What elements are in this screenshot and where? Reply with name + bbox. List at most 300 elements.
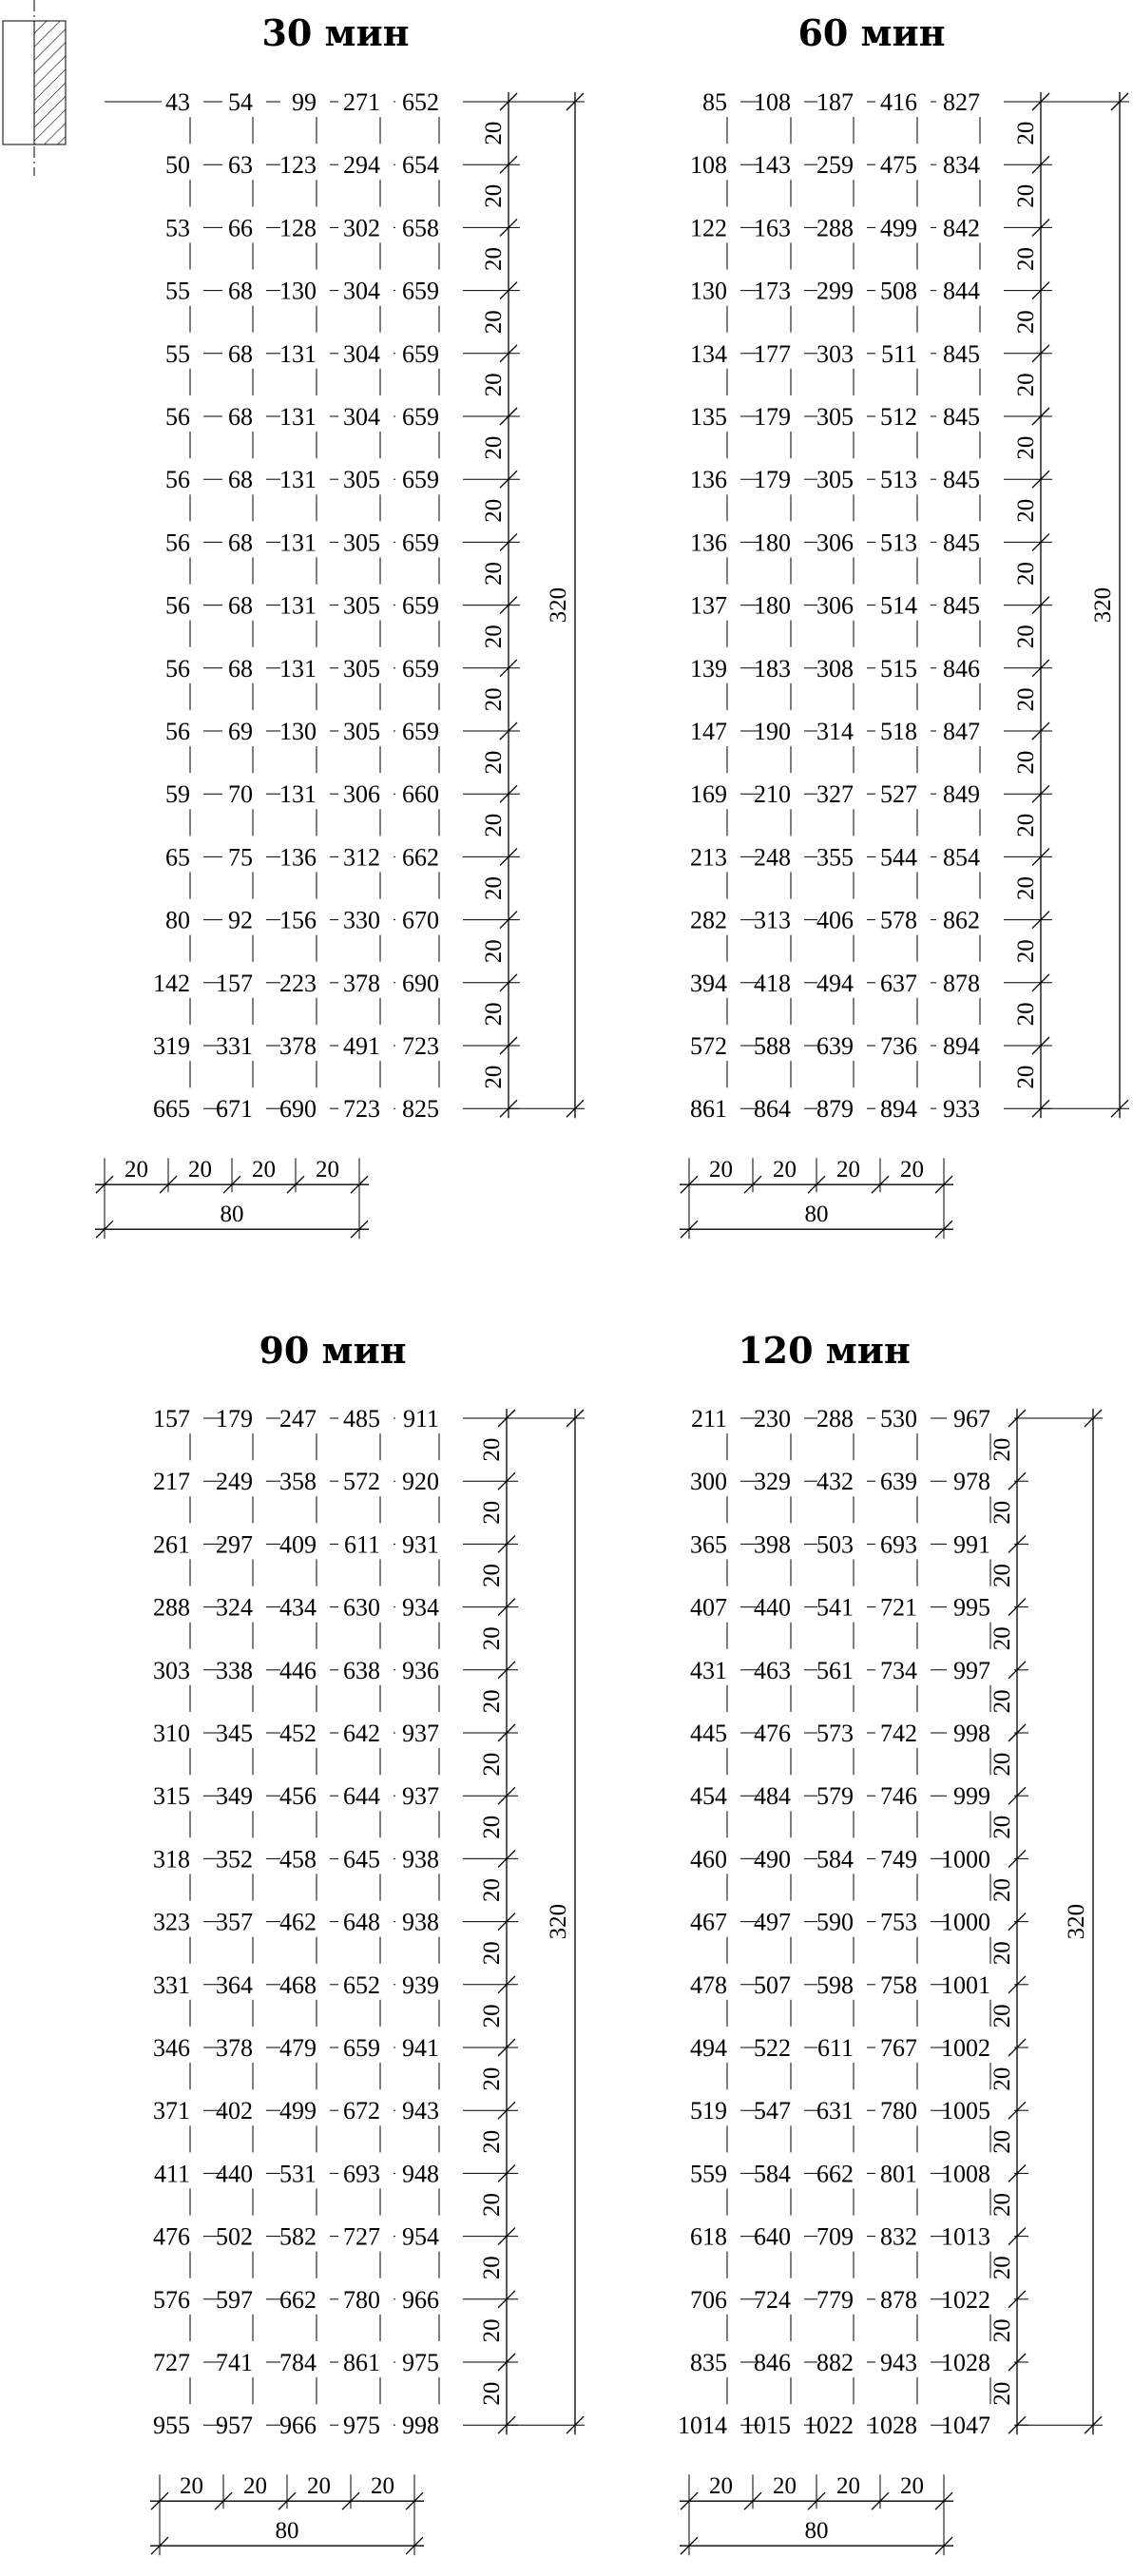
temperature-value: 741 [216, 2349, 253, 2376]
temperature-value: 693 [343, 2160, 380, 2188]
temperature-value: 513 [880, 466, 917, 494]
row-spacing-label: 20 [481, 1002, 507, 1027]
temperature-value: 463 [754, 1656, 791, 1684]
temperature-value: 248 [754, 843, 791, 872]
temperature-value: 652 [402, 88, 439, 116]
temperature-value: 180 [754, 529, 791, 557]
temperature-value: 531 [279, 2160, 317, 2188]
temperature-value: 937 [402, 1720, 439, 1747]
temperature-value: 323 [153, 1908, 190, 1936]
temperature-value: 409 [279, 1530, 317, 1559]
column-spacing-label: 20 [709, 2473, 733, 2500]
temperature-value: 136 [690, 466, 727, 494]
temperature-value: 143 [754, 151, 791, 180]
temperature-value: 432 [816, 1468, 854, 1496]
temperature-value: 131 [279, 403, 317, 431]
temperature-value: 734 [880, 1656, 917, 1684]
row-spacing-label: 20 [989, 2381, 1015, 2406]
temperature-value: 460 [690, 1845, 727, 1874]
column-spacing-label: 20 [836, 2473, 860, 2500]
temperature-value: 137 [690, 591, 727, 620]
temperature-value: 122 [690, 214, 727, 242]
row-spacing-label: 20 [479, 1878, 505, 1902]
row-spacing-label: 20 [479, 2067, 505, 2091]
temperature-value: 780 [880, 2097, 917, 2125]
temperature-value: 662 [279, 2285, 317, 2314]
temperature-value: 305 [816, 403, 854, 431]
temperature-value: 1014 [678, 2412, 727, 2440]
temperature-value: 494 [816, 969, 854, 997]
temperature-value: 1008 [941, 2160, 990, 2188]
temperature-value: 54 [228, 88, 253, 116]
temperature-value: 957 [216, 2412, 253, 2440]
row-spacing-label: 20 [989, 1437, 1015, 1462]
column-spacing-label: 20 [900, 1157, 924, 1183]
temperature-value: 223 [279, 969, 317, 997]
temperature-value: 56 [165, 466, 190, 494]
temperature-value: 230 [754, 1405, 791, 1432]
temperature-value: 304 [343, 339, 380, 368]
temperature-value: 315 [153, 1782, 190, 1811]
temperature-value: 827 [943, 88, 980, 116]
temperature-value: 631 [816, 2097, 854, 2125]
temperature-value: 637 [880, 969, 917, 997]
temperature-value: 598 [816, 1970, 854, 1999]
temperature-value: 933 [943, 1095, 980, 1124]
temperature-value: 723 [343, 1095, 380, 1124]
temperature-value: 494 [690, 2034, 727, 2062]
temperature-value: 588 [754, 1032, 791, 1060]
temperature-value: 53 [165, 214, 190, 242]
temperature-value: 894 [943, 1032, 980, 1060]
temperature-value: 1022 [804, 2412, 854, 2440]
temperature-value: 434 [279, 1593, 317, 1622]
temperature-value: 882 [816, 2349, 854, 2376]
row-spacing-label: 20 [479, 2004, 505, 2028]
temperature-value: 288 [153, 1593, 190, 1622]
temperature-value: 576 [153, 2285, 190, 2314]
row-spacing-label: 20 [481, 435, 507, 460]
temperature-value: 217 [153, 1468, 190, 1496]
row-spacing-label: 20 [989, 2256, 1015, 2280]
temperature-value: 513 [880, 529, 917, 557]
temperature-value: 1013 [941, 2222, 990, 2251]
temperature-value: 659 [343, 2034, 380, 2062]
column-spacing-label: 20 [709, 1157, 733, 1183]
temperature-value: 462 [279, 1908, 317, 1936]
row-spacing-label: 20 [989, 2067, 1015, 2091]
temperature-value: 304 [343, 277, 380, 305]
temperature-value: 939 [402, 1970, 439, 1999]
temperature-value: 519 [690, 2097, 727, 2125]
row-spacing-label: 20 [1013, 435, 1039, 460]
panel-3 [150, 1329, 585, 2555]
row-spacing-label: 20 [989, 1752, 1015, 1777]
temperature-value: 69 [228, 718, 253, 745]
temperature-value: 662 [402, 843, 439, 872]
temperature-value: 130 [279, 277, 317, 305]
temperature-value: 485 [343, 1405, 380, 1432]
temperature-value: 941 [402, 2034, 439, 2062]
temperature-value: 147 [690, 718, 727, 745]
row-spacing-label: 20 [989, 1878, 1015, 1902]
temperature-value: 297 [216, 1530, 253, 1559]
temperature-value: 943 [402, 2097, 439, 2125]
temperature-value: 514 [880, 591, 917, 620]
temperature-value: 402 [216, 2097, 253, 2125]
row-spacing-label: 20 [479, 2381, 505, 2406]
row-spacing-label: 20 [479, 2256, 505, 2280]
temperature-value: 920 [402, 1468, 439, 1496]
temperature-value: 99 [292, 88, 317, 116]
column-spacing-label: 20 [371, 2473, 394, 2500]
temperature-value: 80 [165, 906, 190, 934]
temperature-value: 56 [165, 591, 190, 620]
temperature-value: 834 [943, 151, 980, 180]
temperature-value: 640 [754, 2222, 791, 2251]
temperature-value: 302 [343, 214, 380, 242]
temperature-value: 1001 [941, 1970, 990, 1999]
temperature-value: 1028 [868, 2412, 917, 2440]
temperature-value: 179 [216, 1405, 253, 1432]
temperature-value: 658 [402, 214, 439, 242]
row-spacing-label: 20 [479, 1437, 505, 1462]
temperature-value: 911 [402, 1405, 439, 1432]
temperature-value: 299 [816, 277, 854, 305]
temperature-value: 497 [754, 1908, 791, 1936]
temperature-value: 456 [279, 1782, 317, 1811]
temperature-value: 573 [816, 1720, 854, 1747]
temperature-value: 163 [754, 214, 791, 242]
row-spacing-label: 20 [479, 1815, 505, 1839]
temperature-value: 319 [153, 1032, 190, 1060]
row-spacing-label: 20 [989, 1564, 1015, 1587]
temperature-value: 66 [228, 214, 253, 242]
temperature-value: 861 [690, 1095, 727, 1124]
temperature-value: 478 [690, 1970, 727, 1999]
column-spacing-label: 20 [252, 1157, 276, 1183]
temperature-value: 644 [343, 1782, 380, 1811]
temperature-value: 331 [153, 1970, 190, 1999]
temperature-value: 247 [279, 1405, 317, 1432]
temperature-value: 727 [343, 2222, 380, 2251]
row-spacing-label: 20 [1013, 687, 1039, 712]
total-width-label: 80 [804, 2518, 829, 2545]
temperature-value: 187 [816, 88, 854, 116]
temperature-value: 801 [880, 2160, 917, 2188]
temperature-value: 305 [343, 654, 380, 682]
total-height-label: 320 [546, 1903, 571, 1940]
temperature-value: 479 [279, 2034, 317, 2062]
temperature-value: 659 [402, 277, 439, 305]
temperature-value: 845 [943, 591, 980, 620]
temperature-value: 304 [343, 403, 380, 431]
temperature-value: 352 [216, 1845, 253, 1874]
temperature-value: 975 [343, 2412, 380, 2440]
temperature-value: 864 [754, 1095, 791, 1124]
temperature-value: 331 [216, 1032, 253, 1060]
temperature-value: 638 [343, 1656, 380, 1684]
temperature-value: 355 [816, 843, 854, 872]
temperature-value: 139 [690, 654, 727, 682]
temperature-value: 845 [943, 529, 980, 557]
temperature-value: 491 [343, 1032, 380, 1060]
temperature-value: 68 [228, 591, 253, 620]
temperature-value: 63 [228, 151, 253, 180]
temperature-value: 652 [343, 1970, 380, 1999]
total-height-label: 320 [1090, 586, 1116, 624]
row-spacing-label: 20 [989, 2004, 1015, 2028]
temperature-value: 131 [279, 591, 317, 620]
temperature-value: 131 [279, 529, 317, 557]
temperature-value: 59 [165, 780, 190, 809]
temperature-value: 654 [402, 151, 439, 180]
row-spacing-label: 20 [1013, 562, 1039, 586]
temperature-value: 767 [880, 2034, 917, 2062]
temperature-value: 845 [943, 339, 980, 368]
row-spacing-label: 20 [989, 2129, 1015, 2154]
temperature-value: 458 [279, 1845, 317, 1874]
temperature-value: 357 [216, 1908, 253, 1936]
temperature-value: 358 [279, 1468, 317, 1496]
panel-title: 60 мин [797, 11, 946, 54]
temperature-value: 832 [880, 2222, 917, 2251]
temperature-value: 1015 [741, 2412, 791, 2440]
temperature-value: 515 [880, 654, 917, 682]
temperature-value: 259 [816, 151, 854, 180]
temperature-value: 955 [153, 2412, 190, 2440]
temperature-value: 68 [228, 529, 253, 557]
temperature-value: 364 [216, 1970, 253, 1999]
temperature-value: 582 [279, 2222, 317, 2251]
row-spacing-label: 20 [481, 498, 507, 523]
temperature-value: 303 [816, 339, 854, 368]
temperature-value: 967 [953, 1405, 990, 1432]
temperature-value: 55 [165, 277, 190, 305]
temperature-value: 611 [816, 2034, 854, 2062]
temperature-value: 508 [880, 277, 917, 305]
temperature-value: 157 [216, 969, 253, 997]
temperature-value: 659 [402, 339, 439, 368]
temperature-value: 503 [816, 1530, 854, 1559]
row-spacing-label: 20 [481, 310, 507, 335]
temperature-value: 68 [228, 403, 253, 431]
row-spacing-label: 20 [481, 813, 507, 837]
temperature-value: 639 [880, 1468, 917, 1496]
row-spacing-label: 20 [479, 1564, 505, 1587]
temperature-value: 844 [943, 277, 980, 305]
column-spacing-label: 20 [836, 1157, 860, 1183]
temperature-value: 559 [690, 2160, 727, 2188]
temperature-value: 345 [216, 1720, 253, 1747]
temperature-value: 306 [816, 529, 854, 557]
temperature-value: 142 [153, 969, 190, 997]
temperature-value: 780 [343, 2285, 380, 2314]
temperature-value: 966 [402, 2285, 439, 2314]
temperature-value: 56 [165, 718, 190, 745]
temperature-value: 131 [279, 466, 317, 494]
temperature-value: 406 [816, 906, 854, 934]
panel-title: 120 мин [738, 1329, 911, 1372]
row-spacing-label: 20 [1013, 121, 1039, 145]
temperature-value: 249 [216, 1468, 253, 1496]
row-spacing-label: 20 [989, 2318, 1015, 2343]
temperature-value: 709 [816, 2222, 854, 2251]
temperature-value: 954 [402, 2222, 439, 2251]
row-spacing-label: 20 [479, 1500, 505, 1525]
temperature-value: 659 [402, 403, 439, 431]
temperature-value: 671 [216, 1095, 253, 1124]
temperature-value: 446 [279, 1656, 317, 1684]
temperature-value: 991 [953, 1530, 990, 1559]
temperature-value: 512 [880, 403, 917, 431]
row-spacing-label: 20 [1013, 750, 1039, 775]
temperature-value: 611 [343, 1530, 380, 1559]
temperature-value: 306 [816, 591, 854, 620]
temperature-value: 835 [690, 2349, 727, 2376]
temperature-value: 92 [228, 906, 253, 934]
temperature-value: 371 [153, 2097, 190, 2125]
row-spacing-label: 20 [989, 1815, 1015, 1839]
temperature-value: 995 [953, 1593, 990, 1622]
temperature-value: 407 [690, 1593, 727, 1622]
row-spacing-label: 20 [1013, 310, 1039, 335]
column-spacing-label: 20 [307, 2473, 331, 2500]
temperature-value: 753 [880, 1908, 917, 1936]
total-width-label: 80 [220, 1201, 244, 1228]
total-width-label: 80 [275, 2518, 299, 2545]
row-spacing-label: 20 [1013, 373, 1039, 397]
row-spacing-label: 20 [481, 625, 507, 649]
temperature-value: 659 [402, 591, 439, 620]
temperature-value: 134 [690, 339, 727, 368]
temperature-value: 1000 [941, 1908, 990, 1936]
row-spacing-label: 20 [479, 1941, 505, 1966]
row-spacing-label: 20 [1013, 876, 1039, 900]
temperature-value: 842 [943, 214, 980, 242]
temperature-value: 1005 [941, 2097, 990, 2125]
temperature-value: 378 [216, 2034, 253, 2062]
temperature-value: 467 [690, 1908, 727, 1936]
temperature-value: 937 [402, 1782, 439, 1811]
temperature-value: 936 [402, 1656, 439, 1684]
temperature-value: 288 [816, 214, 854, 242]
row-spacing-label: 20 [481, 939, 507, 964]
row-spacing-label: 20 [989, 1941, 1015, 1966]
temperature-value: 998 [402, 2412, 439, 2440]
temperature-value: 561 [816, 1656, 854, 1684]
row-spacing-label: 20 [481, 687, 507, 712]
row-spacing-label: 20 [481, 121, 507, 145]
temperature-value: 530 [880, 1405, 917, 1432]
temperature-value: 179 [754, 466, 791, 494]
temperature-value: 68 [228, 277, 253, 305]
temperature-value: 825 [402, 1095, 439, 1124]
row-spacing-label: 20 [1013, 625, 1039, 649]
temperature-value: 746 [880, 1782, 917, 1811]
temperature-value: 938 [402, 1845, 439, 1874]
temperature-value: 849 [943, 780, 980, 809]
temperature-value: 452 [279, 1720, 317, 1747]
row-spacing-label: 20 [989, 2193, 1015, 2217]
temperature-value: 1000 [941, 1845, 990, 1874]
temperature-value: 454 [690, 1782, 727, 1811]
temperature-value: 130 [279, 718, 317, 745]
temperature-value: 68 [228, 339, 253, 368]
temperature-value: 431 [690, 1656, 727, 1684]
temperature-value: 642 [343, 1720, 380, 1747]
temperature-value: 672 [343, 2097, 380, 2125]
temperature-value: 978 [953, 1468, 990, 1496]
temperature-value: 310 [153, 1720, 190, 1747]
temperature-value: 597 [216, 2285, 253, 2314]
temperature-value: 511 [880, 339, 917, 368]
row-spacing-label: 20 [1013, 813, 1039, 837]
temperature-value: 659 [402, 529, 439, 557]
temperature-value: 468 [279, 1970, 317, 1999]
temperature-value: 338 [216, 1656, 253, 1684]
temperature-value: 693 [880, 1530, 917, 1559]
temperature-value: 261 [153, 1530, 190, 1559]
temperature-value: 305 [343, 718, 380, 745]
temperature-value: 998 [953, 1720, 990, 1747]
temperature-value: 418 [754, 969, 791, 997]
temperature-value: 180 [754, 591, 791, 620]
temperature-value: 55 [165, 339, 190, 368]
temperature-value: 136 [690, 529, 727, 557]
temperature-value: 690 [279, 1095, 317, 1124]
temperature-value: 65 [165, 843, 190, 872]
temperature-value: 108 [754, 88, 791, 116]
temperature-value: 365 [690, 1530, 727, 1559]
temperature-value: 662 [816, 2160, 854, 2188]
temperature-value: 169 [690, 780, 727, 809]
temperature-value: 330 [343, 906, 380, 934]
column-spacing-label: 20 [316, 1157, 339, 1183]
temperature-value: 411 [153, 2160, 190, 2188]
temperature-value: 690 [402, 969, 439, 997]
temperature-value: 618 [690, 2222, 727, 2251]
temperature-value: 416 [880, 88, 917, 116]
row-spacing-label: 20 [481, 562, 507, 586]
temperature-value: 305 [343, 466, 380, 494]
temperature-value: 476 [754, 1720, 791, 1747]
panels-layer [95, 11, 1129, 2555]
row-spacing-label: 20 [479, 2129, 505, 2154]
temperature-value: 742 [880, 1720, 917, 1747]
temperature-value: 1002 [941, 2034, 990, 2062]
row-spacing-label: 20 [1013, 183, 1039, 208]
temperature-value: 706 [690, 2285, 727, 2314]
temperature-value: 736 [880, 1032, 917, 1060]
temperature-value: 854 [943, 843, 980, 872]
temperature-value: 723 [402, 1032, 439, 1060]
column-spacing-label: 20 [900, 2473, 924, 2500]
temperature-value: 544 [880, 843, 917, 872]
temperature-value: 527 [880, 780, 917, 809]
temperature-value: 878 [943, 969, 980, 997]
row-spacing-label: 20 [481, 247, 507, 271]
temperature-value: 721 [880, 1593, 917, 1622]
temperature-value: 490 [754, 1845, 791, 1874]
temperature-value: 305 [343, 529, 380, 557]
temperature-value: 173 [754, 277, 791, 305]
row-spacing-label: 20 [481, 183, 507, 208]
total-height-label: 320 [546, 586, 571, 624]
temperature-value: 727 [153, 2349, 190, 2376]
column-spacing-label: 20 [243, 2473, 267, 2500]
temperature-value: 779 [816, 2285, 854, 2314]
